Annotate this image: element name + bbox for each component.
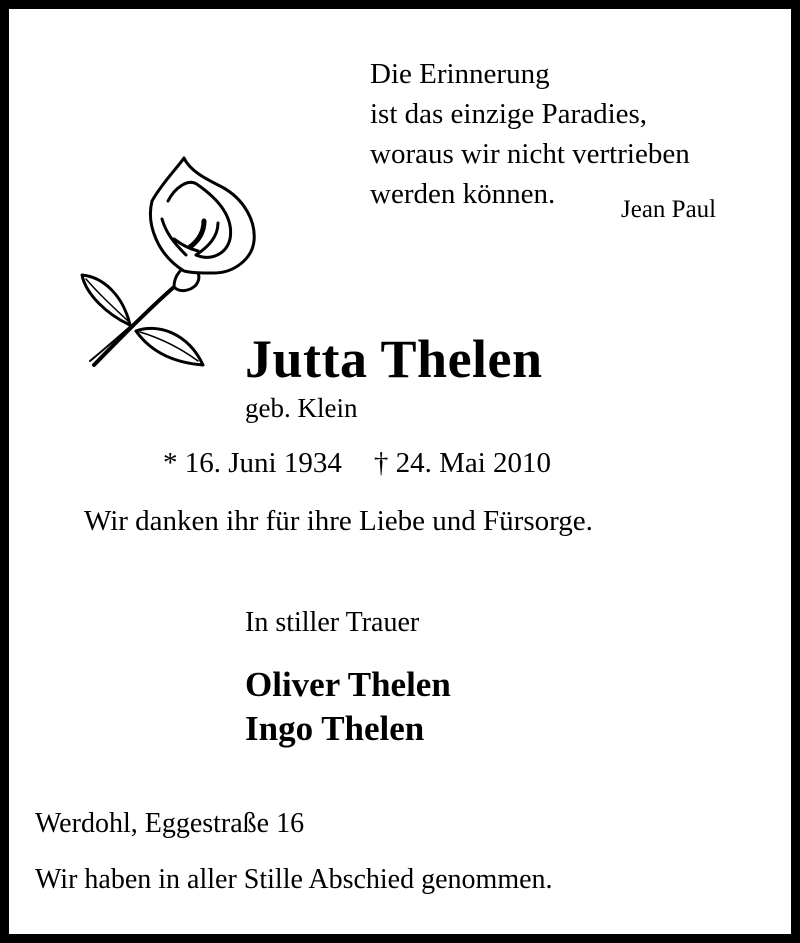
address: Werdohl, Eggestraße 16	[35, 808, 305, 839]
birth-name: geb. Klein	[245, 393, 358, 423]
birth-date: * 16. Juni 1934	[163, 447, 342, 479]
death-date: † 24. Mai 2010	[373, 447, 552, 479]
deceased-name: Jutta Thelen	[245, 329, 543, 389]
quote-author: Jean Paul	[621, 196, 717, 223]
mourner-name: Ingo Thelen	[245, 709, 425, 748]
thanks-text: Wir danken ihr für ihre Liebe und Fürsorge.	[84, 505, 593, 537]
mourners-list	[245, 663, 451, 751]
mourner-name: Oliver Thelen	[245, 665, 451, 704]
quote-line: werden können.	[370, 178, 556, 210]
life-dates	[163, 447, 551, 480]
rose-icon	[78, 155, 268, 375]
mourning-line: In stiller Trauer	[245, 607, 420, 638]
quote-line: Die Erinnerung	[370, 58, 550, 90]
quote	[370, 54, 690, 214]
quote-line: woraus wir nicht vertrieben	[370, 138, 690, 170]
closing-text: Wir haben in aller Stille Abschied genommen.	[35, 864, 553, 895]
quote-line: ist das einzige Paradies,	[370, 98, 648, 130]
